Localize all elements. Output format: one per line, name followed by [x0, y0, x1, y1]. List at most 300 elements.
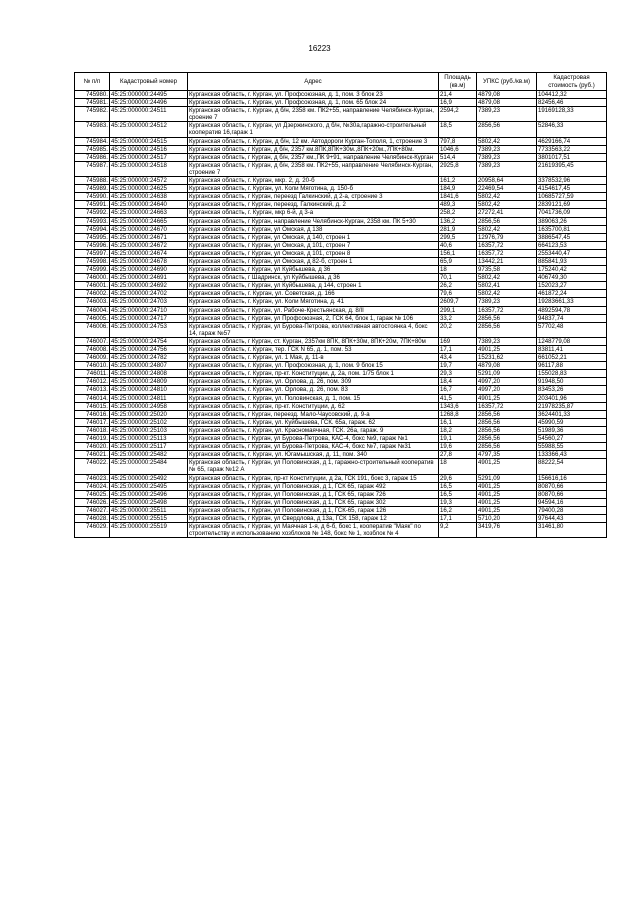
cell-cadastral-cost: 83811,41 — [537, 346, 607, 354]
cell-number: 746020. — [75, 443, 110, 451]
cell-cadastral-number: 45:25:000000:24807 — [110, 362, 188, 370]
table-row — [75, 370, 607, 378]
cadastral-table — [74, 72, 607, 538]
cell-cadastral-number: 45:25:000000:24512 — [110, 122, 188, 137]
cell-area: 65,9 — [439, 257, 477, 265]
table-row — [75, 386, 607, 394]
cell-upks: 16357,72 — [477, 402, 537, 410]
cell-upks: 7389,23 — [477, 107, 537, 122]
table-row — [75, 137, 607, 145]
cell-area: 16,9 — [439, 99, 477, 107]
cell-upks: 5802,42 — [477, 201, 537, 209]
cell-address: Курганская область, г Курган, ул Бурова-Петрова, КАС-4, бокс №9, гараж №1 — [188, 435, 439, 443]
cell-area: 1841,6 — [439, 193, 477, 201]
cell-area: 2609,7 — [439, 298, 477, 306]
cell-cadastral-number: 45:25:000000:24692 — [110, 282, 188, 290]
table-row — [75, 225, 607, 233]
cell-cadastral-cost: 52846,33 — [537, 122, 607, 137]
cell-cadastral-cost: 54560,27 — [537, 435, 607, 443]
cell-cadastral-number: 45:25:000000:24625 — [110, 185, 188, 193]
cell-number: 745986. — [75, 153, 110, 161]
cell-number: 746011. — [75, 370, 110, 378]
table-row — [75, 490, 607, 498]
cell-address: Курганская область, г Курган, переезд Галкинский, д 2-а, строение 3 — [188, 193, 439, 201]
table-row — [75, 426, 607, 434]
cell-area: 70,1 — [439, 274, 477, 282]
table-row — [75, 402, 607, 410]
cell-number: 745982. — [75, 107, 110, 122]
header-upks: УПКС (руб./кв.м) — [477, 73, 537, 91]
cell-upks: 2856,56 — [477, 418, 537, 426]
cell-upks: 5802,42 — [477, 225, 537, 233]
table-row — [75, 418, 607, 426]
cell-cadastral-cost: 4154617,45 — [537, 185, 607, 193]
table-row — [75, 274, 607, 282]
cell-address: Курганская область, г. Курган, пр-кт. Конституции, д. 2а, пом. 1/75 блок 1 — [188, 370, 439, 378]
table-row — [75, 435, 607, 443]
cell-cadastral-cost: 1635700,81 — [537, 225, 607, 233]
cell-address: Курганская область, г Курган, переезд, Галкинский, д. 2 — [188, 201, 439, 209]
cell-address: Курганская область, г Курган, ул Куйбышева, д 36 — [188, 266, 439, 274]
cell-address: Курганская область, г Курган, ул Бурова-Петрова, КАС-4, бокс №7, гараж №31 — [188, 443, 439, 451]
cell-address: Курганская область, г Курган, ул Омская, д 101, строен 8 — [188, 249, 439, 257]
cell-upks: 4901,25 — [477, 490, 537, 498]
table-row — [75, 161, 607, 176]
cell-address: Курганская область, г. Курган, ул. Профсоюзная, д. 1, пом. 3 блок 23 — [188, 91, 439, 99]
cell-cadastral-number: 45:25:000000:24782 — [110, 354, 188, 362]
cell-address: Курганская область, г. Курган, ул. Югамышская, д. 11, пом. 340 — [188, 451, 439, 459]
cell-cadastral-number: 45:25:000000:24717 — [110, 314, 188, 322]
cell-cadastral-number: 45:25:000000:24808 — [110, 370, 188, 378]
cell-cadastral-number: 45:25:000000:24516 — [110, 145, 188, 153]
cell-area: 79,6 — [439, 290, 477, 298]
cell-cadastral-cost: 97644,43 — [537, 514, 607, 522]
cell-cadastral-number: 45:25:000000:24756 — [110, 346, 188, 354]
cell-number: 746017. — [75, 418, 110, 426]
cell-area: 26,2 — [439, 282, 477, 290]
cell-number: 745996. — [75, 241, 110, 249]
cell-upks: 4901,25 — [477, 498, 537, 506]
cell-upks: 4879,08 — [477, 91, 537, 99]
cell-address: Курганская область, г Курган, ул Бурова-Петрова, коллективная автостоянка 4, бокс 14, гараж №57 — [188, 322, 439, 337]
cell-upks: 4997,20 — [477, 386, 537, 394]
cell-number: 746019. — [75, 435, 110, 443]
cell-number: 746015. — [75, 402, 110, 410]
table-row — [75, 378, 607, 386]
cell-address: Курганская область, г. Курган, ул. Куйбышева, ГСК. 65а, гараж. 62 — [188, 418, 439, 426]
cell-cadastral-cost: 79400,28 — [537, 506, 607, 514]
cell-address: Курганская область, г. Курган, ул. Орлова, д. 26, пом. 309 — [188, 378, 439, 386]
table-row — [75, 498, 607, 506]
cell-area: 16,5 — [439, 482, 477, 490]
cell-number: 746004. — [75, 306, 110, 314]
cell-cadastral-number: 45:25:000000:24958 — [110, 402, 188, 410]
table-row — [75, 99, 607, 107]
table-row — [75, 451, 607, 459]
cell-cadastral-cost: 21619395,45 — [537, 161, 607, 176]
cell-cadastral-cost: 80870,66 — [537, 482, 607, 490]
cell-address: Курганская область, г. Курган, ул. Профсоюзная, д. 1, пом. 9 блок 15 — [188, 362, 439, 370]
cell-address: Курганская область, г. Курган, пр-кт. Конституции, д. 62 — [188, 402, 439, 410]
cell-area: 27,8 — [439, 451, 477, 459]
cell-number: 745994. — [75, 225, 110, 233]
cell-upks: 5802,42 — [477, 274, 537, 282]
cell-cadastral-number: 45:25:000000:25484 — [110, 459, 188, 474]
cell-address: Курганская область, г Курган, ул Половинская, д 1, ГСК-65, гараж 126 — [188, 506, 439, 514]
cell-address: Курганская область, г Курган, ул Омская, д 138 — [188, 225, 439, 233]
cell-number: 745989. — [75, 185, 110, 193]
table-row — [75, 306, 607, 314]
table-row — [75, 91, 607, 99]
table-row — [75, 314, 607, 322]
cell-area: 156,1 — [439, 249, 477, 257]
table-row — [75, 290, 607, 298]
cell-cadastral-number: 45:25:000000:25498 — [110, 498, 188, 506]
cell-cadastral-cost: 3378532,96 — [537, 177, 607, 185]
cell-address: Курганская область, г Курган, ул. Рабоче-Крестьянская, д. 8/II — [188, 306, 439, 314]
cell-number: 746014. — [75, 394, 110, 402]
cell-cadastral-cost: 51989,36 — [537, 426, 607, 434]
cell-number: 746009. — [75, 354, 110, 362]
cell-cadastral-number: 45:25:000000:24702 — [110, 290, 188, 298]
cell-cadastral-cost: 19169128,33 — [537, 107, 607, 122]
cell-cadastral-cost: 7733563,22 — [537, 145, 607, 153]
cell-upks: 4797,35 — [477, 451, 537, 459]
cell-number: 746008. — [75, 346, 110, 354]
table-row — [75, 122, 607, 137]
cell-upks: 22469,54 — [477, 185, 537, 193]
header-cadastral-number: Кадастровый номер — [110, 73, 188, 91]
cell-cadastral-number: 45:25:000000:24495 — [110, 91, 188, 99]
cell-cadastral-cost: 3624401,33 — [537, 410, 607, 418]
cell-number: 745993. — [75, 217, 110, 225]
table-row — [75, 506, 607, 514]
cell-area: 18,5 — [439, 122, 477, 137]
cell-area: 16,5 — [439, 490, 477, 498]
cell-number: 745992. — [75, 209, 110, 217]
cell-area: 18,2 — [439, 426, 477, 434]
cell-area: 40,6 — [439, 241, 477, 249]
cell-cadastral-number: 45:25:000000:24810 — [110, 386, 188, 394]
cell-cadastral-number: 45:25:000000:24572 — [110, 177, 188, 185]
cell-upks: 4879,08 — [477, 362, 537, 370]
cell-area: 16,1 — [439, 418, 477, 426]
table-row — [75, 257, 607, 265]
cell-upks: 5291,09 — [477, 370, 537, 378]
cell-cadastral-number: 45:25:000000:25020 — [110, 410, 188, 418]
cell-area: 20,2 — [439, 322, 477, 337]
cell-number: 745997. — [75, 249, 110, 257]
cell-number: 746006. — [75, 322, 110, 337]
cell-cadastral-number: 45:25:000000:24638 — [110, 193, 188, 201]
cell-area: 43,4 — [439, 354, 477, 362]
cell-cadastral-number: 45:25:000000:24674 — [110, 249, 188, 257]
page-number: 16223 — [308, 44, 331, 53]
cell-number: 745999. — [75, 266, 110, 274]
cell-address: Курганская область, г Курган, ул Половинская, д 1, ГСК 65, гараж 492 — [188, 482, 439, 490]
cell-cadastral-cost: 664123,53 — [537, 241, 607, 249]
cell-cadastral-number: 45:25:000000:25117 — [110, 443, 188, 451]
table-row — [75, 482, 607, 490]
cell-area: 18,4 — [439, 378, 477, 386]
cell-upks: 4901,25 — [477, 346, 537, 354]
cell-cadastral-cost: 19283661,33 — [537, 298, 607, 306]
cell-cadastral-cost: 94837,74 — [537, 314, 607, 322]
cell-cadastral-number: 45:25:000000:24518 — [110, 161, 188, 176]
cell-cadastral-cost: 406749,30 — [537, 274, 607, 282]
cell-cadastral-number: 45:25:000000:24671 — [110, 233, 188, 241]
table-row — [75, 459, 607, 474]
cell-cadastral-cost: 152023,27 — [537, 282, 607, 290]
cell-cadastral-number: 45:25:000000:24672 — [110, 241, 188, 249]
cell-number: 745998. — [75, 257, 110, 265]
table-body — [75, 91, 607, 538]
cell-upks: 4901,25 — [477, 459, 537, 474]
table-row — [75, 298, 607, 306]
cell-cadastral-number: 45:25:000000:24710 — [110, 306, 188, 314]
cell-address: Курганская область, г Курган, ул Омская, д 101, строен 7 — [188, 241, 439, 249]
cell-cadastral-number: 45:25:000000:25102 — [110, 418, 188, 426]
cell-upks: 4901,25 — [477, 506, 537, 514]
cell-cadastral-number: 45:25:000000:24690 — [110, 266, 188, 274]
cell-cadastral-number: 45:25:000000:24754 — [110, 337, 188, 345]
cell-number: 746024. — [75, 482, 110, 490]
cell-upks: 13442,21 — [477, 257, 537, 265]
cell-number: 746021. — [75, 451, 110, 459]
cell-upks: 5802,41 — [477, 282, 537, 290]
cell-cadastral-cost: 461872,24 — [537, 290, 607, 298]
cell-number: 746000. — [75, 274, 110, 282]
table-row — [75, 107, 607, 122]
cell-upks: 7389,23 — [477, 153, 537, 161]
header-area: Площадь (кв.м) — [439, 73, 477, 91]
cell-upks: 27272,41 — [477, 209, 537, 217]
cell-cadastral-cost: 82456,46 — [537, 99, 607, 107]
cell-number: 746027. — [75, 506, 110, 514]
table-row — [75, 282, 607, 290]
cell-number: 745990. — [75, 193, 110, 201]
cell-area: 29,6 — [439, 474, 477, 482]
cell-address: Курганская область, г Курган, пр-кт Конституции, д 2а, ГСК 191, бокс 3, гараж 15 — [188, 474, 439, 482]
table-row — [75, 185, 607, 193]
cell-upks: 5802,42 — [477, 137, 537, 145]
cell-area: 136,2 — [439, 217, 477, 225]
table-row — [75, 474, 607, 482]
cell-number: 746026. — [75, 498, 110, 506]
cell-number: 746003. — [75, 298, 110, 306]
cell-number: 745995. — [75, 233, 110, 241]
cell-area: 489,3 — [439, 201, 477, 209]
table-row — [75, 249, 607, 257]
cell-address: Курганская область, г Курган, ул Половинская, д 1, ГСК 65, гараж 302 — [188, 498, 439, 506]
cell-address: Курганская область, г Курган, ул Куйбышева, д 144, строен 1 — [188, 282, 439, 290]
cell-upks: 20958,64 — [477, 177, 537, 185]
table-row — [75, 209, 607, 217]
cell-cadastral-cost: 55988,55 — [537, 443, 607, 451]
table-row — [75, 354, 607, 362]
cell-number: 746029. — [75, 523, 110, 538]
cell-number: 746007. — [75, 337, 110, 345]
table-row — [75, 153, 607, 161]
cell-address: Курганская область, г. Курган, д б/н, 2358 км. ПК2+55, направление Челябинск-Курган, сроение 7 — [188, 107, 439, 122]
cell-cadastral-number: 45:25:000000:24809 — [110, 378, 188, 386]
cell-upks: 2856,56 — [477, 435, 537, 443]
cell-area: 16,7 — [439, 386, 477, 394]
cell-cadastral-number: 45:25:000000:24640 — [110, 201, 188, 209]
cell-area: 161,2 — [439, 177, 477, 185]
cell-address: Курганская область, г Курган, д б/н, 2358 км. ПК2+55, направление Челябинск-Курган, строение 7 — [188, 161, 439, 176]
cell-cadastral-number: 45:25:000000:25496 — [110, 490, 188, 498]
cell-number: 746012. — [75, 378, 110, 386]
table-row — [75, 443, 607, 451]
cell-cadastral-cost: 156616,16 — [537, 474, 607, 482]
cell-area: 1268,8 — [439, 410, 477, 418]
cell-address: Курганская область, г. Курган, ул. Советская, д. 166 — [188, 290, 439, 298]
cell-number: 746028. — [75, 514, 110, 522]
cell-cadastral-number: 45:25:000000:24515 — [110, 137, 188, 145]
cell-upks: 5291,09 — [477, 474, 537, 482]
cell-upks: 3419,76 — [477, 523, 537, 538]
cell-upks: 2856,56 — [477, 122, 537, 137]
cell-area: 2594,2 — [439, 107, 477, 122]
cell-cadastral-cost: 83453,26 — [537, 386, 607, 394]
cadastral-table-container — [74, 72, 606, 538]
cell-cadastral-cost: 389063,26 — [537, 217, 607, 225]
cell-number: 746010. — [75, 362, 110, 370]
cell-address: Курганская область, г. Курган, тер. ГСК N 65, д. 1, пом. 53 — [188, 346, 439, 354]
cell-cadastral-cost: 1248779,08 — [537, 337, 607, 345]
cell-cadastral-cost: 57702,48 — [537, 322, 607, 337]
cell-number: 746013. — [75, 386, 110, 394]
cell-area: 2925,8 — [439, 161, 477, 176]
table-row — [75, 266, 607, 274]
cell-address: Курганская область, г. Курган, д б/н, 12 км. Автодороги Курган-Тополя, 1, строение 3 — [188, 137, 439, 145]
cell-cadastral-cost: 4629166,74 — [537, 137, 607, 145]
cell-area: 258,2 — [439, 209, 477, 217]
cell-address: Курганская область, г Курган, ул Свердлова, д 13а, ГСК 158, гараж 12 — [188, 514, 439, 522]
cell-address: Курганская область, г. Курган, мкр 6-й, д 3-а — [188, 209, 439, 217]
cell-address: Курганская область, г. Курган, ул. Орлова, д. 26, пом. 83 — [188, 386, 439, 394]
cell-address: Курганская область, г. Курган, ул. Половинская, д. 1, пом. 15 — [188, 394, 439, 402]
cell-number: 745988. — [75, 177, 110, 185]
cell-upks: 4879,08 — [477, 99, 537, 107]
cell-upks: 2856,56 — [477, 314, 537, 322]
cell-cadastral-number: 45:25:000000:25515 — [110, 514, 188, 522]
cell-cadastral-cost: 96117,88 — [537, 362, 607, 370]
cell-area: 184,9 — [439, 185, 477, 193]
cell-number: 745987. — [75, 161, 110, 176]
cell-cadastral-number: 45:25:000000:24663 — [110, 209, 188, 217]
cell-cadastral-number: 45:25:000000:25103 — [110, 426, 188, 434]
cell-upks: 16357,72 — [477, 306, 537, 314]
cell-cadastral-number: 45:25:000000:24678 — [110, 257, 188, 265]
cell-address: Курганская область, г. Курган, ул. Коли Мяготина, д. 41 — [188, 298, 439, 306]
cell-cadastral-cost: 31461,80 — [537, 523, 607, 538]
cell-address: Курганская область, г Курган, переезд. Мало-Чаусовский, д. 9-а — [188, 410, 439, 418]
cell-area: 21,4 — [439, 91, 477, 99]
cell-cadastral-number: 45:25:000000:25511 — [110, 506, 188, 514]
cell-number: 745991. — [75, 201, 110, 209]
cell-cadastral-cost: 2839121,69 — [537, 201, 607, 209]
cell-cadastral-number: 45:25:000000:25495 — [110, 482, 188, 490]
table-row — [75, 322, 607, 337]
cell-cadastral-cost: 661052,21 — [537, 354, 607, 362]
cell-address: Курганская область, г. Курган, ул. Коли Мяготина, д. 150-б — [188, 185, 439, 193]
cell-upks: 16357,72 — [477, 241, 537, 249]
header-cadastral-cost: Кадастровая стоимость (руб.) — [537, 73, 607, 91]
cell-number: 745980. — [75, 91, 110, 99]
cell-cadastral-cost: 88222,54 — [537, 459, 607, 474]
table-row — [75, 145, 607, 153]
cell-upks: 7389,23 — [477, 145, 537, 153]
cell-area: 18 — [439, 266, 477, 274]
cell-area: 19,3 — [439, 498, 477, 506]
cell-upks: 7389,23 — [477, 298, 537, 306]
cell-cadastral-number: 45:25:000000:24753 — [110, 322, 188, 337]
table-row — [75, 514, 607, 522]
cell-upks: 16357,72 — [477, 249, 537, 257]
cell-upks: 12976,79 — [477, 233, 537, 241]
cell-upks: 7389,23 — [477, 161, 537, 176]
table-row — [75, 217, 607, 225]
table-row — [75, 201, 607, 209]
cell-cadastral-number: 45:25:000000:24496 — [110, 99, 188, 107]
cell-area: 1046,6 — [439, 145, 477, 153]
cell-number: 746018. — [75, 426, 110, 434]
cell-cadastral-cost: 94594,16 — [537, 498, 607, 506]
header-number: № п/п — [75, 73, 110, 91]
cell-area: 797,8 — [439, 137, 477, 145]
cell-address: Курганская область, г Курган, ул Половинская, д 1, ГСК 65, гараж 726 — [188, 490, 439, 498]
cell-area: 18 — [439, 459, 477, 474]
cell-area: 299,1 — [439, 306, 477, 314]
cell-cadastral-cost: 45990,59 — [537, 418, 607, 426]
table-row — [75, 394, 607, 402]
cell-number: 746022. — [75, 459, 110, 474]
cell-area: 33,2 — [439, 314, 477, 322]
cell-area: 281,9 — [439, 225, 477, 233]
cell-address: Курганская область, г Курган, ул Омская, д 82-б, строен 1 — [188, 257, 439, 265]
cell-cadastral-cost: 155028,83 — [537, 370, 607, 378]
cell-address: Курганская область, г Курган, ул Маячная 1-я, д 6-б, бокс 1, кооператив "Маяк" по строительству и использованию хозблоков № 148, бокс № 1, хозблок № 4 — [188, 523, 439, 538]
cell-cadastral-number: 45:25:000000:24517 — [110, 153, 188, 161]
cell-cadastral-cost: 175240,42 — [537, 266, 607, 274]
cell-cadastral-cost: 3801017,51 — [537, 153, 607, 161]
cell-address: Курганская область, г Курган, д б/н, 2357 км.8ПК,8ПК+30м.,8ПК+20м.,7ПК+80м. — [188, 145, 439, 153]
cell-cadastral-cost: 91948,50 — [537, 378, 607, 386]
cell-area: 19,6 — [439, 443, 477, 451]
cell-cadastral-number: 45:25:000000:24703 — [110, 298, 188, 306]
cell-number: 746016. — [75, 410, 110, 418]
table-header-row — [75, 73, 607, 91]
cell-upks: 2856,56 — [477, 426, 537, 434]
cell-address: Курганская область, г. Курган, ул. Профсоюзная, д. 1, пом. 65 блок 24 — [188, 99, 439, 107]
cell-cadastral-cost: 104412,32 — [537, 91, 607, 99]
cell-cadastral-cost: 885841,93 — [537, 257, 607, 265]
cell-cadastral-number: 45:25:000000:25519 — [110, 523, 188, 538]
table-row — [75, 193, 607, 201]
cell-cadastral-number: 45:25:000000:24511 — [110, 107, 188, 122]
header-address: Адрес — [188, 73, 439, 91]
cell-address: Курганская область, г Курган, ул Профсоюзная, 2, ГСК 64, блок 1, гараж № 106 — [188, 314, 439, 322]
cell-cadastral-cost: 80870,66 — [537, 490, 607, 498]
cell-area: 19,7 — [439, 362, 477, 370]
cell-cadastral-number: 45:25:000000:24670 — [110, 225, 188, 233]
cell-cadastral-cost: 21978235,87 — [537, 402, 607, 410]
cell-cadastral-number: 45:25:000000:24691 — [110, 274, 188, 282]
cell-number: 745984. — [75, 137, 110, 145]
cell-upks: 5802,42 — [477, 290, 537, 298]
